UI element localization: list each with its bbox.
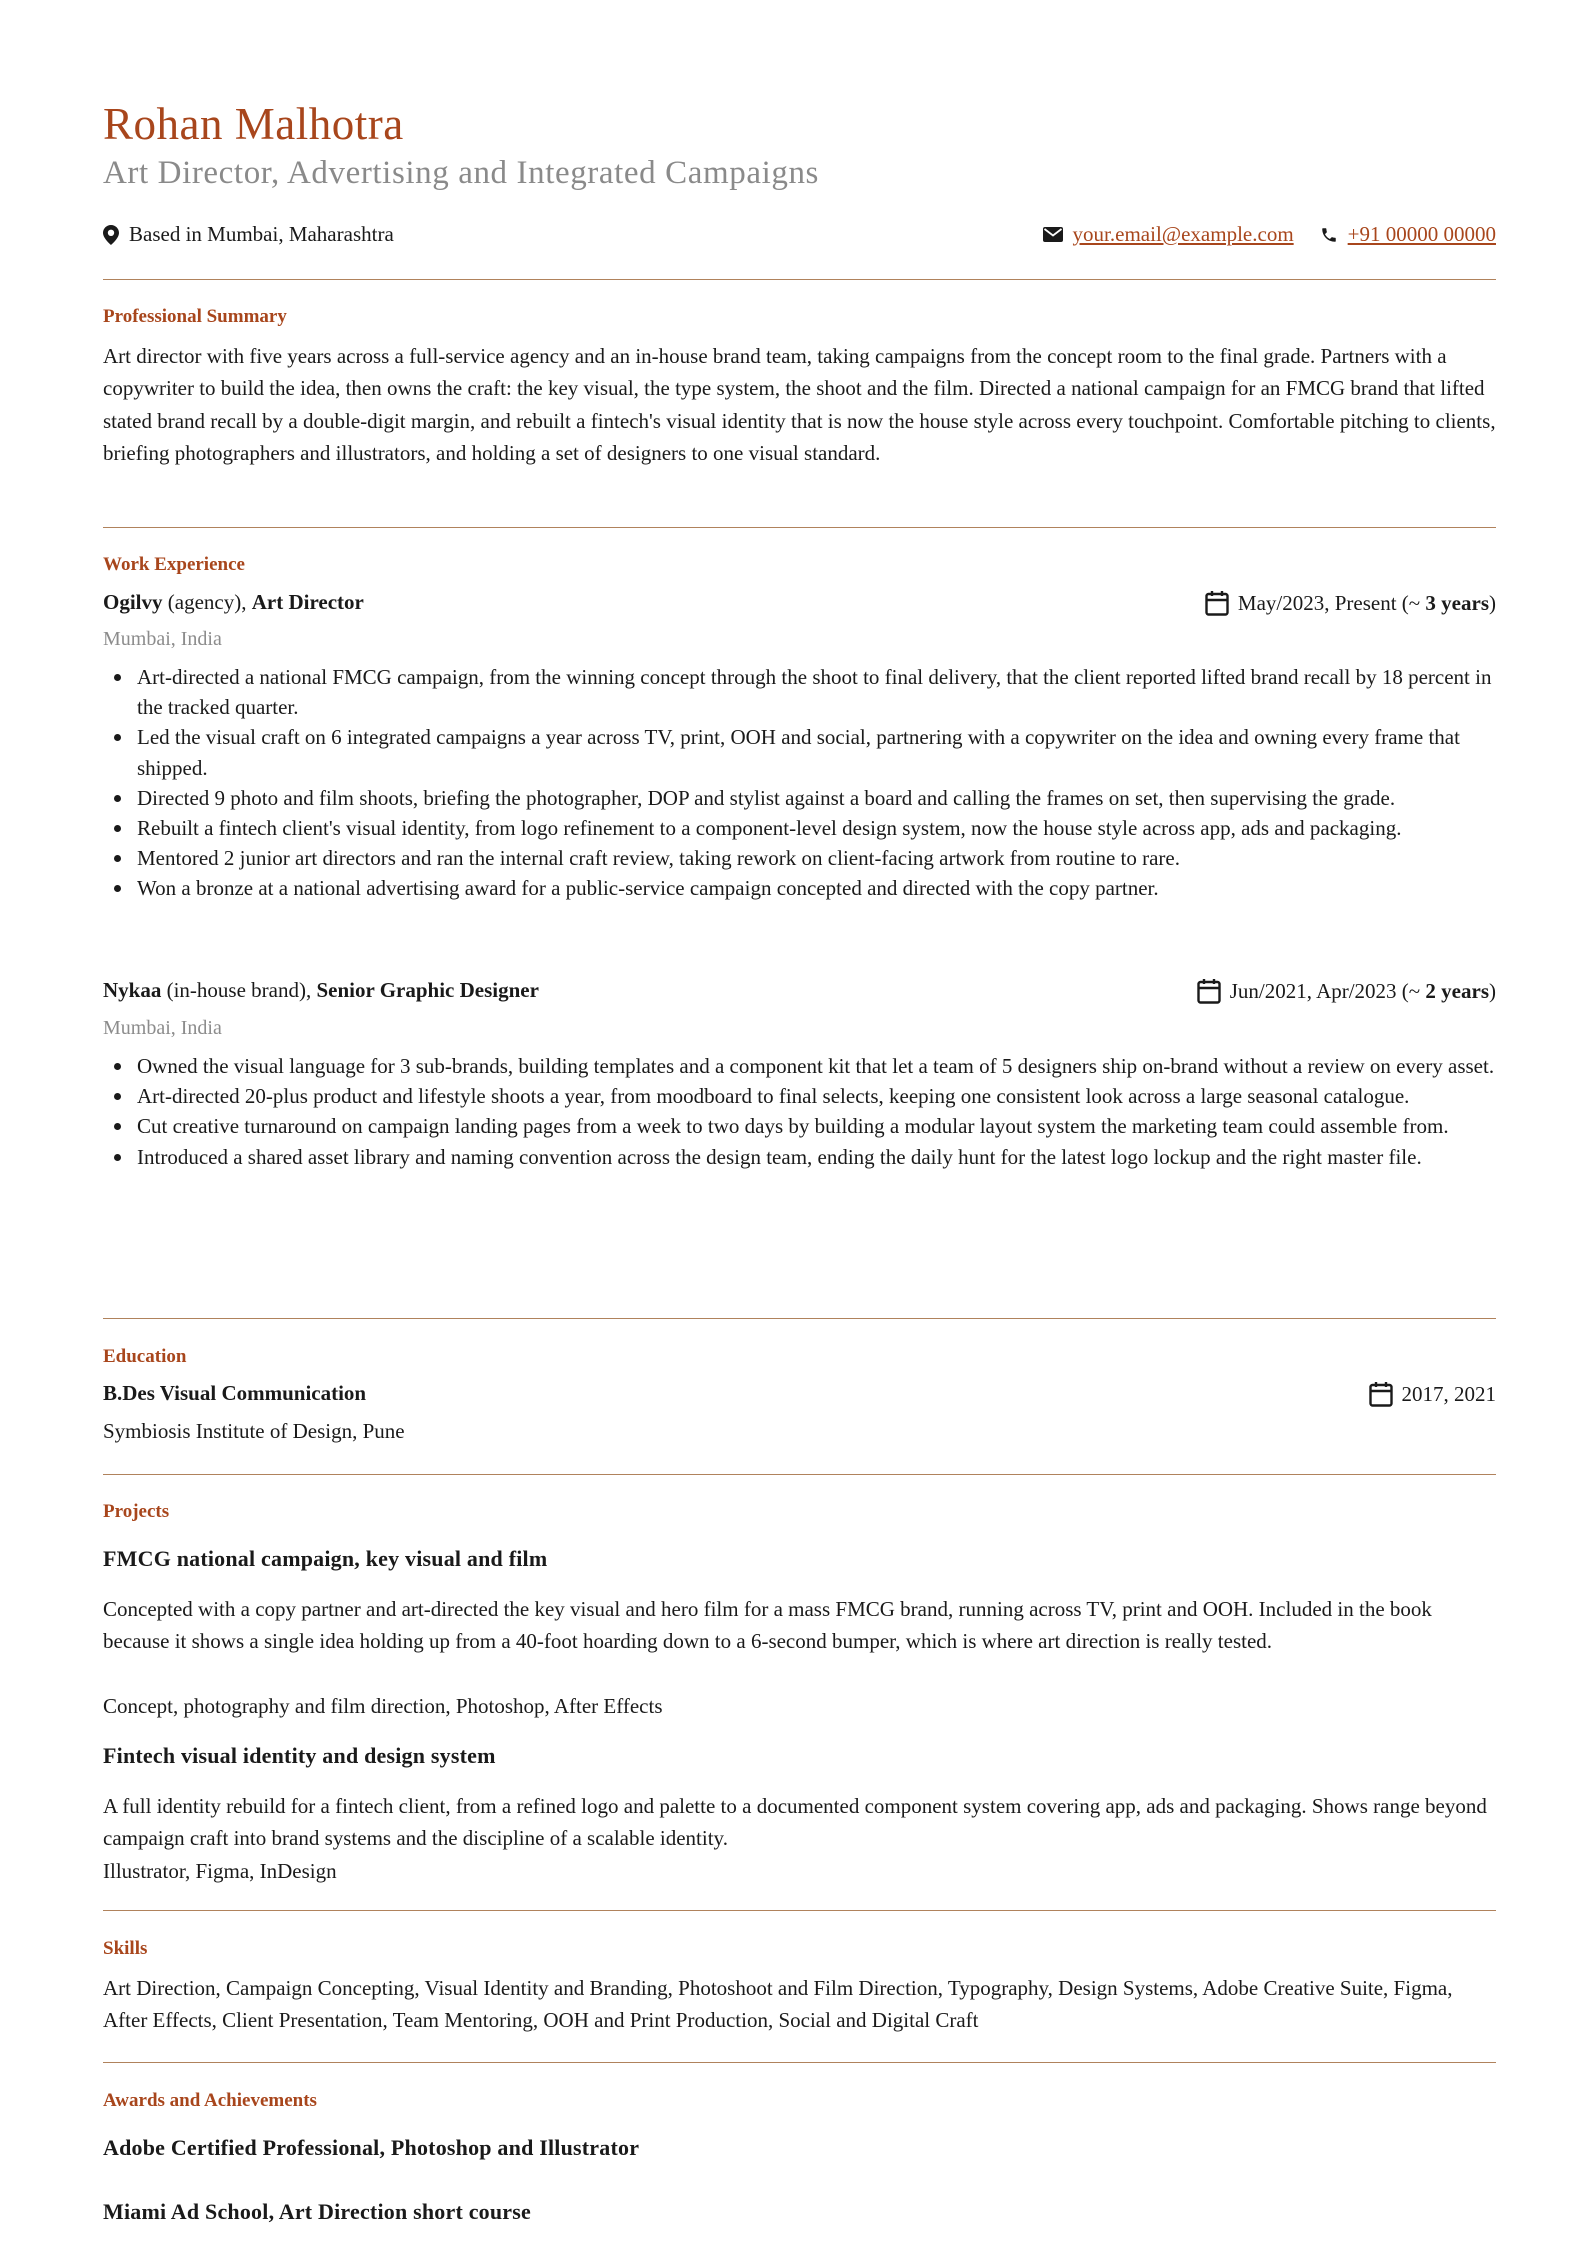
skills-text: Art Direction, Campaign Concepting, Visual Identity and Branding, Photoshoot and Film Direction, Typography, Design Systems, Adobe Creative Suite, Figma, After Effects, Client Presentation, Team Mentoring, OOH and Print Production, Social and Digital Craft bbox=[103, 1976, 1453, 2033]
section-title-projects: Projects bbox=[103, 1501, 170, 1522]
calendar-icon bbox=[1197, 978, 1221, 1004]
date-range: Jun/2021, Apr/2023 (~ bbox=[1229, 978, 1426, 1003]
location-pin-icon bbox=[103, 225, 119, 245]
candidate-name: Rohan Malhotra bbox=[103, 99, 404, 149]
list-item: Mentored 2 junior art directors and ran the internal craft review, taking rework on client-facing artwork from routine to rare. bbox=[137, 843, 1496, 873]
list-item: Led the visual craft on 6 integrated campaigns a year across TV, print, OOH and social, partnering with a copywriter on the idea and owning every frame that shipped. bbox=[137, 722, 1496, 782]
project-description: Concepted with a copy partner and art-directed the key visual and hero film for a mass FMCG brand, running across TV, print and OOH. Included in the book because it shows a single idea holding up from a 40-foot hoarding down to a 6-second bumper, which is where art direction is really tested. bbox=[103, 1597, 1432, 1654]
divider bbox=[103, 1910, 1496, 1911]
job-header-ogilvy bbox=[103, 590, 1496, 620]
company-name: Nykaa bbox=[103, 978, 162, 1002]
email-link[interactable]: your.email@example.com bbox=[1072, 222, 1294, 246]
phone-link[interactable]: +91 00000 00000 bbox=[1347, 222, 1496, 246]
school-name: Symbiosis Institute of Design, Pune bbox=[103, 1419, 405, 1443]
job-role: Senior Graphic Designer bbox=[316, 978, 539, 1002]
company-type: (agency) bbox=[167, 590, 242, 614]
list-item: Art-directed a national FMCG campaign, from the winning concept through the shoot to final delivery, that the client reported lifted brand recall by 18 percent in the tracked quarter. bbox=[137, 662, 1496, 722]
mail-icon bbox=[1043, 227, 1063, 242]
project-tools: Concept, photography and film direction, Photoshop, After Effects bbox=[103, 1694, 663, 1718]
divider bbox=[103, 1318, 1496, 1319]
education-entry bbox=[103, 1381, 1496, 1411]
award-item: Adobe Certified Professional, Photoshop and Illustrator bbox=[103, 2135, 640, 2160]
duration: 2 years bbox=[1425, 978, 1489, 1003]
section-title-experience: Work Experience bbox=[103, 554, 245, 575]
project-description: A full identity rebuild for a fintech client, from a refined logo and palette to a documented component system covering app, ads and packaging. Shows range beyond campaign craft into brand systems and the discipline of a scalable identity. bbox=[103, 1794, 1487, 1851]
section-title-summary: Professional Summary bbox=[103, 306, 287, 327]
calendar-icon bbox=[1205, 590, 1229, 616]
section-title-skills: Skills bbox=[103, 1938, 148, 1959]
list-item: Cut creative turnaround on campaign landing pages from a week to two days by building a modular layout system the marketing team could assemble from. bbox=[137, 1111, 1496, 1141]
section-title-education: Education bbox=[103, 1346, 187, 1367]
job-dates: Jun/2021, Apr/2023 (~ 2 years) bbox=[1197, 978, 1496, 1004]
contact-links bbox=[1043, 222, 1496, 247]
degree-name: B.Des Visual Communication bbox=[103, 1381, 367, 1405]
job-title: Nykaa (in-house brand), Senior Graphic Designer bbox=[103, 978, 539, 1002]
duration: 3 years bbox=[1425, 590, 1489, 615]
list-item: Introduced a shared asset library and naming convention across the design team, ending the daily hunt for the latest logo lockup and the right master file. bbox=[137, 1142, 1496, 1172]
job-header-nykaa bbox=[103, 978, 1496, 1008]
date-range: 2017, 2021 bbox=[1401, 1381, 1496, 1406]
job-dates: May/2023, Present (~ 3 years) bbox=[1205, 590, 1496, 616]
project-tools: Illustrator, Figma, InDesign bbox=[103, 1859, 337, 1883]
job-bullets-ogilvy bbox=[103, 662, 1496, 904]
job-bullets-nykaa bbox=[103, 1051, 1496, 1172]
divider bbox=[103, 1474, 1496, 1475]
location-line bbox=[103, 222, 394, 247]
company-type: (in-house brand) bbox=[166, 978, 306, 1002]
award-item: Miami Ad School, Art Direction short course bbox=[103, 2199, 531, 2224]
job-location: Mumbai, India bbox=[103, 1017, 222, 1039]
summary-text: Art director with five years across a full-service agency and an in-house brand team, taking campaigns from the concept room to the final grade. Partners with a copywriter to build the idea, then owns the craft: the key visual, the type system, the shoot and the film. Directed a national campaign for an FMCG brand that lifted stated brand recall by a double-digit margin, and rebuilt a fintech's visual identity that is now the house style across every touchpoint. Comfortable pitching to clients, briefing photographers and illustrators, and holding a set of designers to one visual standard. bbox=[103, 344, 1496, 466]
list-item: Won a bronze at a national advertising award for a public-service campaign concepted and directed with the copy partner. bbox=[137, 873, 1496, 903]
divider bbox=[103, 279, 1496, 280]
education-dates bbox=[1369, 1381, 1497, 1407]
divider bbox=[103, 2062, 1496, 2063]
project-title: Fintech visual identity and design system bbox=[103, 1743, 496, 1768]
list-item: Owned the visual language for 3 sub-brands, building templates and a component kit that let a team of 5 designers ship on-brand without a review on every asset. bbox=[137, 1051, 1496, 1081]
project-title: FMCG national campaign, key visual and film bbox=[103, 1546, 548, 1571]
list-item: Rebuilt a fintech client's visual identity, from logo refinement to a component-level design system, now the house style across app, ads and packaging. bbox=[137, 813, 1496, 843]
section-title-awards: Awards and Achievements bbox=[103, 2090, 317, 2111]
job-role: Art Director bbox=[251, 590, 364, 614]
job-location: Mumbai, India bbox=[103, 628, 222, 650]
phone-icon bbox=[1320, 226, 1338, 244]
location-text: Based in Mumbai, Maharashtra bbox=[129, 222, 394, 246]
company-name: Ogilvy bbox=[103, 590, 163, 614]
job-title: Ogilvy (agency), Art Director bbox=[103, 590, 364, 614]
list-item: Art-directed 20-plus product and lifestyle shoots a year, from moodboard to final selects, keeping one consistent look across a large seasonal catalogue. bbox=[137, 1081, 1496, 1111]
date-range: May/2023, Present (~ bbox=[1237, 590, 1426, 615]
contact-bar bbox=[103, 222, 1496, 252]
list-item: Directed 9 photo and film shoots, briefing the photographer, DOP and stylist against a board and calling the frames on set, then supervising the grade. bbox=[137, 783, 1496, 813]
calendar-icon bbox=[1369, 1381, 1393, 1407]
divider bbox=[103, 527, 1496, 528]
candidate-headline: Art Director, Advertising and Integrated Campaigns bbox=[103, 155, 819, 191]
